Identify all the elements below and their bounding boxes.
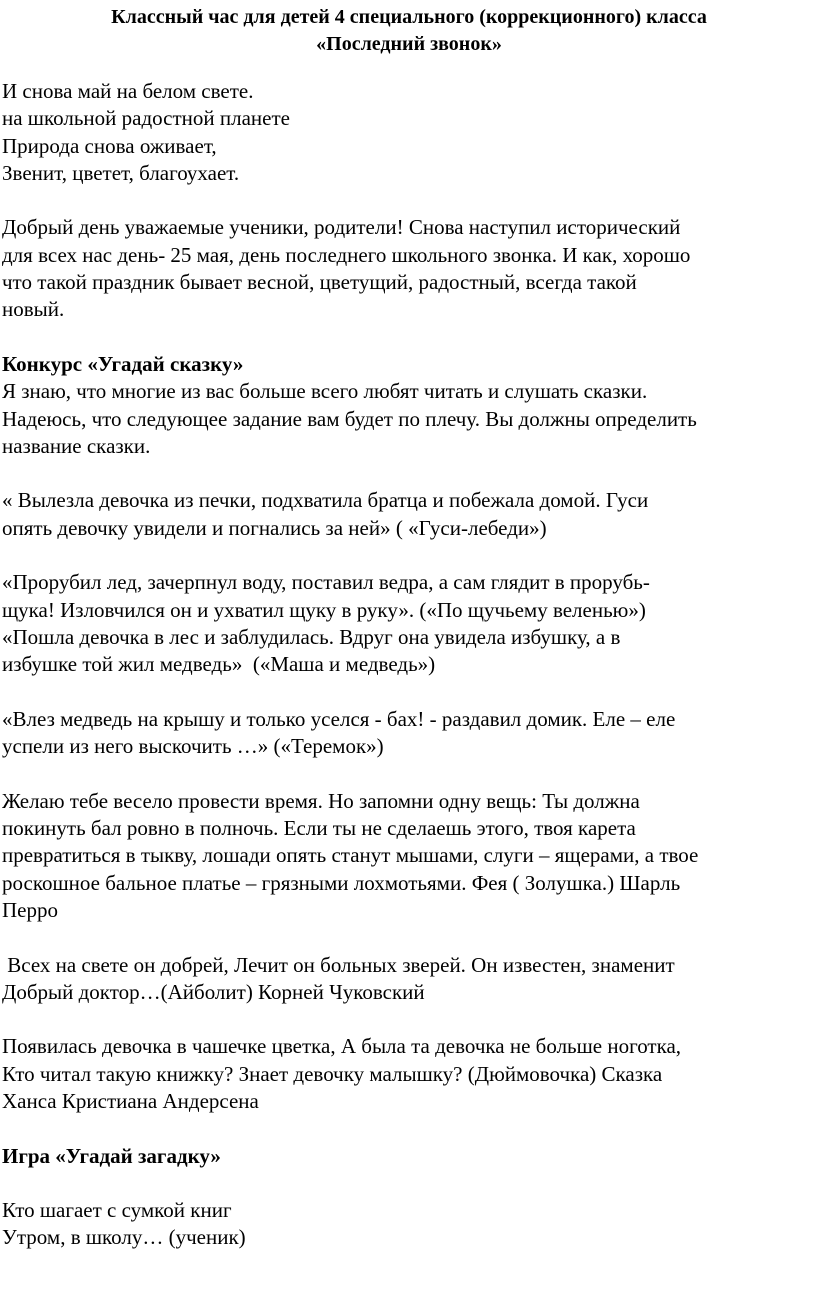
riddle-line: Ханса Кристиана Андерсена xyxy=(2,1088,259,1113)
riddle-teremok xyxy=(2,706,816,761)
riddle-line: Утром, в школу… (ученик) xyxy=(2,1225,246,1250)
poem-line: на школьной радостной планете xyxy=(2,106,290,131)
riddle-line: Кто читал такую книжку? Знает девочку малышку? (Дюймовочка) Сказка xyxy=(2,1061,663,1086)
riddle-cinderella xyxy=(2,788,816,924)
opening-poem xyxy=(2,78,816,187)
riddle-line: превратиться в тыкву, лошади опять станут мышами, слуги – ящерами, а твое xyxy=(2,843,699,868)
riddle-line: «Прорубил лед, зачерпнул воду, поставил ведра, а сам глядит в прорубь- xyxy=(2,570,650,595)
riddle-line: Желаю тебе весело провести время. Но запомни одну вещь: Ты должна xyxy=(2,788,640,813)
riddle-pike-masha xyxy=(2,569,816,678)
riddle-line: Добрый доктор…(Айболит) Корней Чуковский xyxy=(2,979,425,1004)
riddle-line: «Пошла девочка в лес и заблудилась. Вдруг она увидела избушку, а в xyxy=(2,624,621,649)
contest-guess-fairytale xyxy=(2,351,816,460)
greeting-line: новый. xyxy=(2,297,65,322)
document-title xyxy=(2,4,816,58)
riddle-line: щука! Изловчился он и ухватил щуку в руку». («По щучьему веленью») xyxy=(2,597,646,622)
contest-intro-line: Надеюсь, что следующее задание вам будет по плечу. Вы должны определить xyxy=(2,406,697,431)
contest-intro-line: название сказки. xyxy=(2,433,151,458)
title-line-1: Классный час для детей 4 специального (коррекционного) класса xyxy=(111,6,707,28)
riddle-thumbelina xyxy=(2,1033,816,1115)
riddle-line: Кто шагает с сумкой книг xyxy=(2,1198,232,1223)
title-line-2: «Последний звонок» xyxy=(316,33,502,55)
greeting-line: что такой праздник бывает весной, цветущий, радостный, всегда такой xyxy=(2,270,637,295)
poem-line: И снова май на белом свете. xyxy=(2,79,254,103)
greeting-line: Добрый день уважаемые ученики, родители! Снова наступил исторический xyxy=(2,215,681,240)
riddle-geese xyxy=(2,487,816,542)
poem-line: Природа снова оживает, xyxy=(2,133,217,158)
poem-line: Звенит, цветет, благоухает. xyxy=(2,160,240,185)
game-riddle-student xyxy=(2,1197,816,1252)
greeting-line: для всех нас день- 25 мая, день последнего школьного звонка. И как, хорошо xyxy=(2,242,691,267)
riddle-line: Появилась девочка в чашечке цветка, А была та девочка не больше ноготка, xyxy=(2,1034,682,1059)
riddle-line: роскошное бальное платье – грязными лохмотьями. Фея ( Золушка.) Шарль xyxy=(2,870,681,895)
game-heading-block xyxy=(2,1143,816,1170)
riddle-line: успели из него выскочить …» («Теремок») xyxy=(2,734,384,759)
riddle-line: покинуть бал ровно в полночь. Если ты не сделаешь этого, твоя карета xyxy=(2,816,636,841)
section-heading: Игра «Угадай загадку» xyxy=(2,1143,221,1168)
section-heading: Конкурс «Угадай сказку» xyxy=(2,351,244,376)
riddle-aibolit xyxy=(2,952,816,1007)
riddle-line: Перро xyxy=(2,897,58,922)
riddle-line: «Влез медведь на крышу и только уселся - бах! - раздавил домик. Еле – еле xyxy=(2,706,676,731)
riddle-line: « Вылезла девочка из печки, подхватила братца и побежала домой. Гуси xyxy=(2,488,649,513)
riddle-line: опять девочку увидели и погнались за ней» ( «Гуси-лебеди») xyxy=(2,515,547,540)
riddle-line: Всех на свете он добрей, Лечит он больных зверей. Он известен, знаменит xyxy=(2,952,675,977)
contest-intro-line: Я знаю, что многие из вас больше всего любят читать и слушать сказки. xyxy=(2,379,648,404)
greeting-paragraph xyxy=(2,214,816,323)
riddle-line: избушке той жил медведь» («Маша и медведь») xyxy=(2,652,436,677)
